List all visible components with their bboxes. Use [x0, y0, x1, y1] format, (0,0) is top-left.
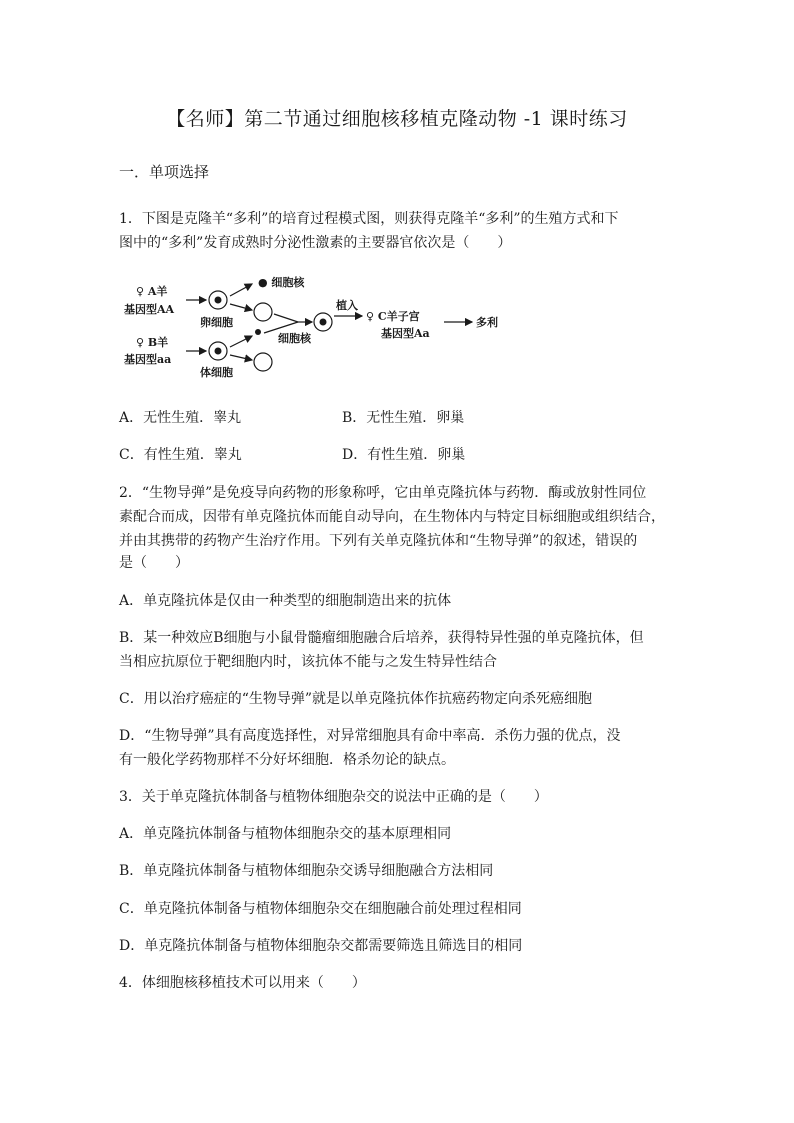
- q1-option-d: D．有性生殖．卵巢: [342, 447, 466, 463]
- q4-stem: 4．体细胞核移植技术可以用来（ ）: [119, 975, 366, 991]
- q3-option-b: B．单克隆抗体制备与植物体细胞杂交诱导细胞融合方法相同: [119, 863, 494, 879]
- q2-option-b-line-2: 当相应抗原位于靶细胞内时，该抗体不能与之发生特异性结合: [119, 654, 497, 670]
- q2-stem-line-4: 是（ ）: [119, 555, 189, 571]
- q2-stem-line-3: 并由其携带的药物产生治疗作用。下列有关单克隆抗体和“生物导弹”的叙述，错误的: [119, 533, 638, 549]
- q2-option-b-line-1: B．某一种效应B细胞与小鼠骨髓瘤细胞融合后培养，获得特异性强的单克隆抗体，但: [119, 630, 644, 646]
- nucleus-dot: [255, 329, 261, 335]
- somatic-cell-label: 体细胞: [200, 366, 233, 379]
- q2-option-d-line-2: 有一般化学药物那样不分好坏细胞．格杀勿论的缺点。: [119, 752, 455, 768]
- a-genotype-label: 基因型AA: [124, 303, 175, 316]
- b-genotype-label: 基因型aa: [124, 353, 172, 366]
- cloning-process-diagram: [118, 276, 518, 386]
- q1-option-a: A．无性生殖．睾丸: [119, 410, 242, 426]
- q1-option-b: B．无性生殖．卵巢: [342, 410, 465, 426]
- q2-option-d-line-1: D．“生物导弹”具有高度选择性，对异常细胞具有命中率高．杀伤力强的优点，没: [119, 728, 621, 744]
- q3-stem: 3．关于单克隆抗体制备与植物体细胞杂交的说法中正确的是（ ）: [119, 789, 548, 805]
- dolly-label: 多利: [476, 316, 498, 329]
- q3-option-d: D．单克隆抗体制备与植物体细胞杂交都需要筛选且筛选目的相同: [119, 938, 523, 954]
- section-heading: 一．单项选择: [119, 163, 210, 181]
- q2-stem-line-2: 素配合而成，因带有单克隆抗体而能自动导向，在生物体内与特定目标细胞或组织结合，: [119, 509, 665, 525]
- c-sheep-label: ♀ C羊子宫: [366, 310, 420, 323]
- q2-option-a: A．单克隆抗体是仅由一种类型的细胞制造出来的抗体: [119, 593, 452, 609]
- q1-option-c: C．有性生殖．睾丸: [119, 447, 242, 463]
- q1-stem-line-2: 图中的“多利”发育成熟时分泌性激素的主要器官依次是（ ）: [119, 235, 512, 251]
- b-sheep-label: ♀ B羊: [136, 336, 169, 349]
- document-title: 【名师】第二节通过细胞核移植克隆动物 -1 课时练习: [166, 108, 628, 130]
- q3-option-c: C．单克隆抗体制备与植物体细胞杂交在细胞融合前处理过程相同: [119, 901, 522, 917]
- q2-option-c: C．用以治疗癌症的“生物导弹”就是以单克隆抗体作抗癌药物定向杀死癌细胞: [119, 691, 593, 707]
- c-genotype-label: 基因型Aa: [381, 327, 430, 340]
- q3-option-a: A．单克隆抗体制备与植物体细胞杂交的基本原理相同: [119, 826, 452, 842]
- egg-cell-label: 卵细胞: [200, 316, 233, 329]
- nucleus-top-label: ● 细胞核: [258, 276, 305, 289]
- q1-stem-line-1: 1．下图是克隆羊“多利”的培育过程模式图，则获得克隆羊“多利”的生殖方式和下: [119, 211, 619, 227]
- q2-stem-line-1: 2．“生物导弹”是免疫导向药物的形象称呼，它由单克隆抗体与药物．酶或放射性同位: [119, 485, 647, 501]
- implant-label: 植入: [336, 299, 358, 312]
- enucleated-egg-circle: [254, 303, 272, 321]
- nucleus-mid-label: 细胞核: [278, 332, 311, 345]
- a-sheep-label: ♀ A羊: [136, 285, 168, 298]
